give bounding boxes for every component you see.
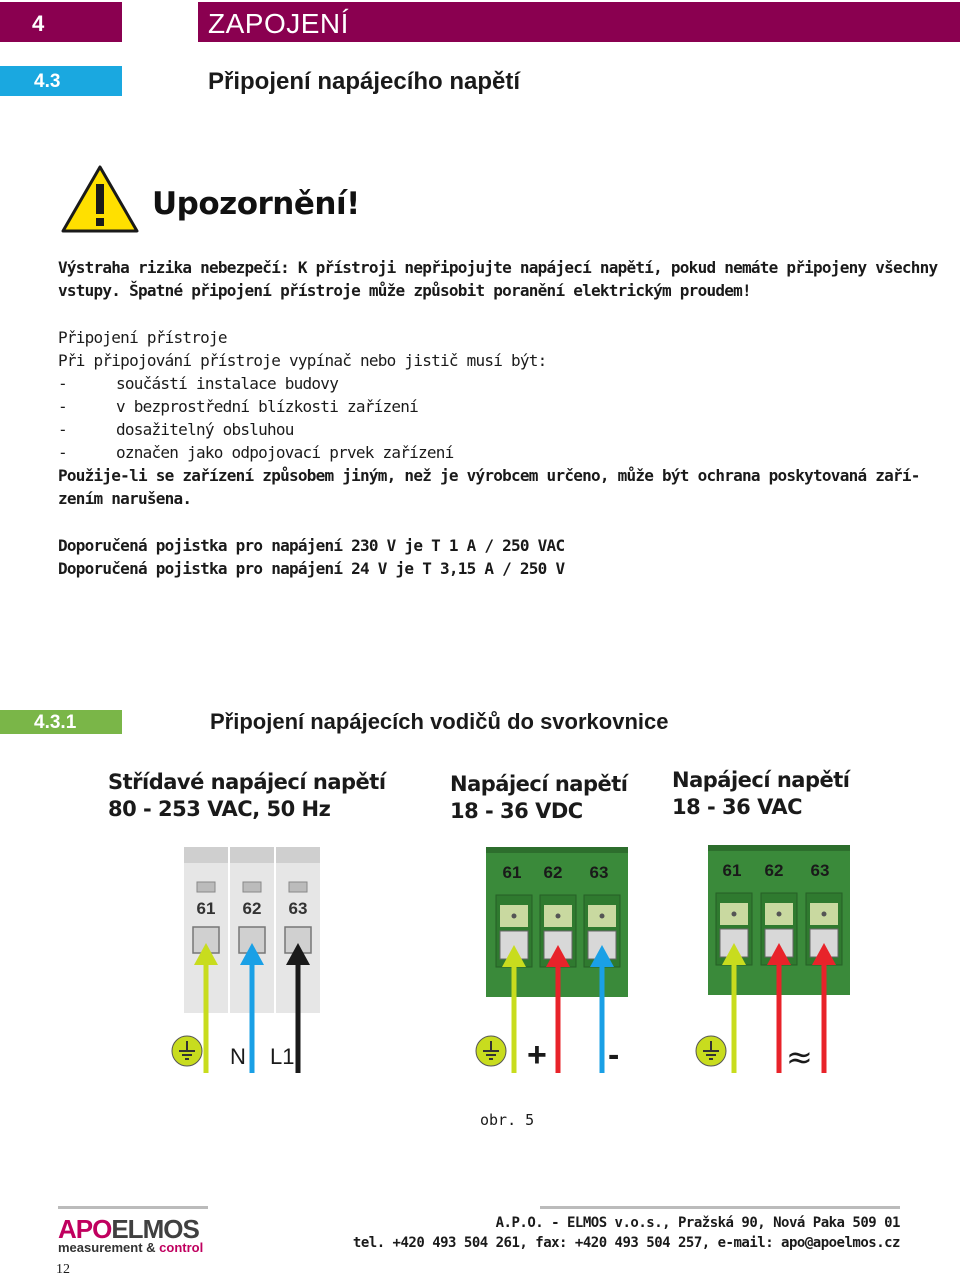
fuse-line: Doporučená pojistka pro napájení 230 V je T 1 A / 250 VAC — [58, 536, 565, 555]
logo-tagline: measurement & control — [58, 1240, 204, 1255]
label-l1: L1 — [270, 1044, 295, 1069]
chapter-title: ZAPOJENÍ — [198, 2, 960, 42]
section-number: 4.3 — [0, 66, 122, 96]
footer-address: A.P.O. - ELMOS v.o.s., Pražská 90, Nová Paka 509 01 — [495, 1215, 900, 1231]
col-heading-dc: Napájecí napětí 18 - 36 VDC — [450, 772, 628, 823]
list-item: - označen jako odpojovací prvek zařízení — [58, 443, 454, 462]
list-item: - součástí instalace budovy — [58, 374, 339, 393]
warning-title: Upozornění! — [152, 186, 360, 222]
ground-icon — [474, 1034, 508, 1068]
ground-icon — [170, 1034, 204, 1068]
list-item: - v bezprostřední blízkosti zařízení — [58, 397, 419, 416]
terminal-label: 63 — [589, 863, 609, 882]
terminal-label: 61 — [502, 863, 522, 882]
terminal-label: 61 — [722, 861, 742, 880]
fuse-line: Doporučená pojistka pro napájení 24 V je T 3,15 A / 250 V — [58, 559, 565, 578]
body-intro: Při připojování přístroje vypínač nebo jistič musí být: — [58, 351, 547, 370]
section-title: Připojení napájecího napětí — [208, 68, 521, 95]
warning-icon — [60, 164, 140, 234]
note-line: zením narušena. — [58, 489, 192, 508]
terminal-label: 63 — [810, 861, 830, 880]
col-heading-ac: Střídavé napájecí napětí 80 - 253 VAC, 50 Hz — [108, 770, 386, 821]
page-number: 12 — [56, 1262, 70, 1277]
footer-contact: tel. +420 493 504 261, fax: +420 493 504 257, e-mail: apo@apoelmos.cz — [352, 1235, 900, 1251]
label-minus: - — [608, 1036, 620, 1074]
warning-text-line: vstupy. Špatné připojení přístroje může způsobit poranění elektrickým proudem! — [58, 281, 751, 300]
ground-icon — [694, 1034, 728, 1068]
terminal-label: 62 — [543, 863, 563, 882]
label-n: N — [230, 1044, 246, 1069]
company-logo: APOELMOS — [58, 1214, 199, 1244]
col-heading-lowac: Napájecí napětí 18 - 36 VAC — [672, 768, 850, 819]
terminal-label: 61 — [196, 899, 216, 918]
note-line: Použije-li se zařízení způsobem jiným, než je výrobcem určeno, může být ochrana poskytovaná zaří- — [58, 466, 920, 485]
chapter-number: 4 — [0, 2, 122, 42]
footer-rule-right — [540, 1206, 900, 1209]
arrow-plus — [546, 945, 570, 1073]
label-ac: ≈ — [786, 1038, 813, 1076]
terminal-label: 62 — [242, 899, 262, 918]
figure-caption: obr. 5 — [480, 1111, 535, 1129]
body-heading: Připojení přístroje — [58, 328, 227, 347]
subsection-number: 4.3.1 — [0, 710, 122, 734]
list-item: - dosažitelný obsluhou — [58, 420, 294, 439]
subsection-title: Připojení napájecích vodičů do svorkovnice — [210, 709, 669, 734]
footer-rule-left — [58, 1206, 208, 1209]
arrow-ac2 — [812, 943, 836, 1073]
label-plus: + — [527, 1036, 547, 1074]
warning-text-line: Výstraha rizika nebezpečí: K přístroji nepřipojujte napájecí napětí, pokud nemáte připojeny všechny — [58, 258, 938, 277]
terminal-label: 62 — [764, 861, 784, 880]
terminal-label: 63 — [288, 899, 308, 918]
